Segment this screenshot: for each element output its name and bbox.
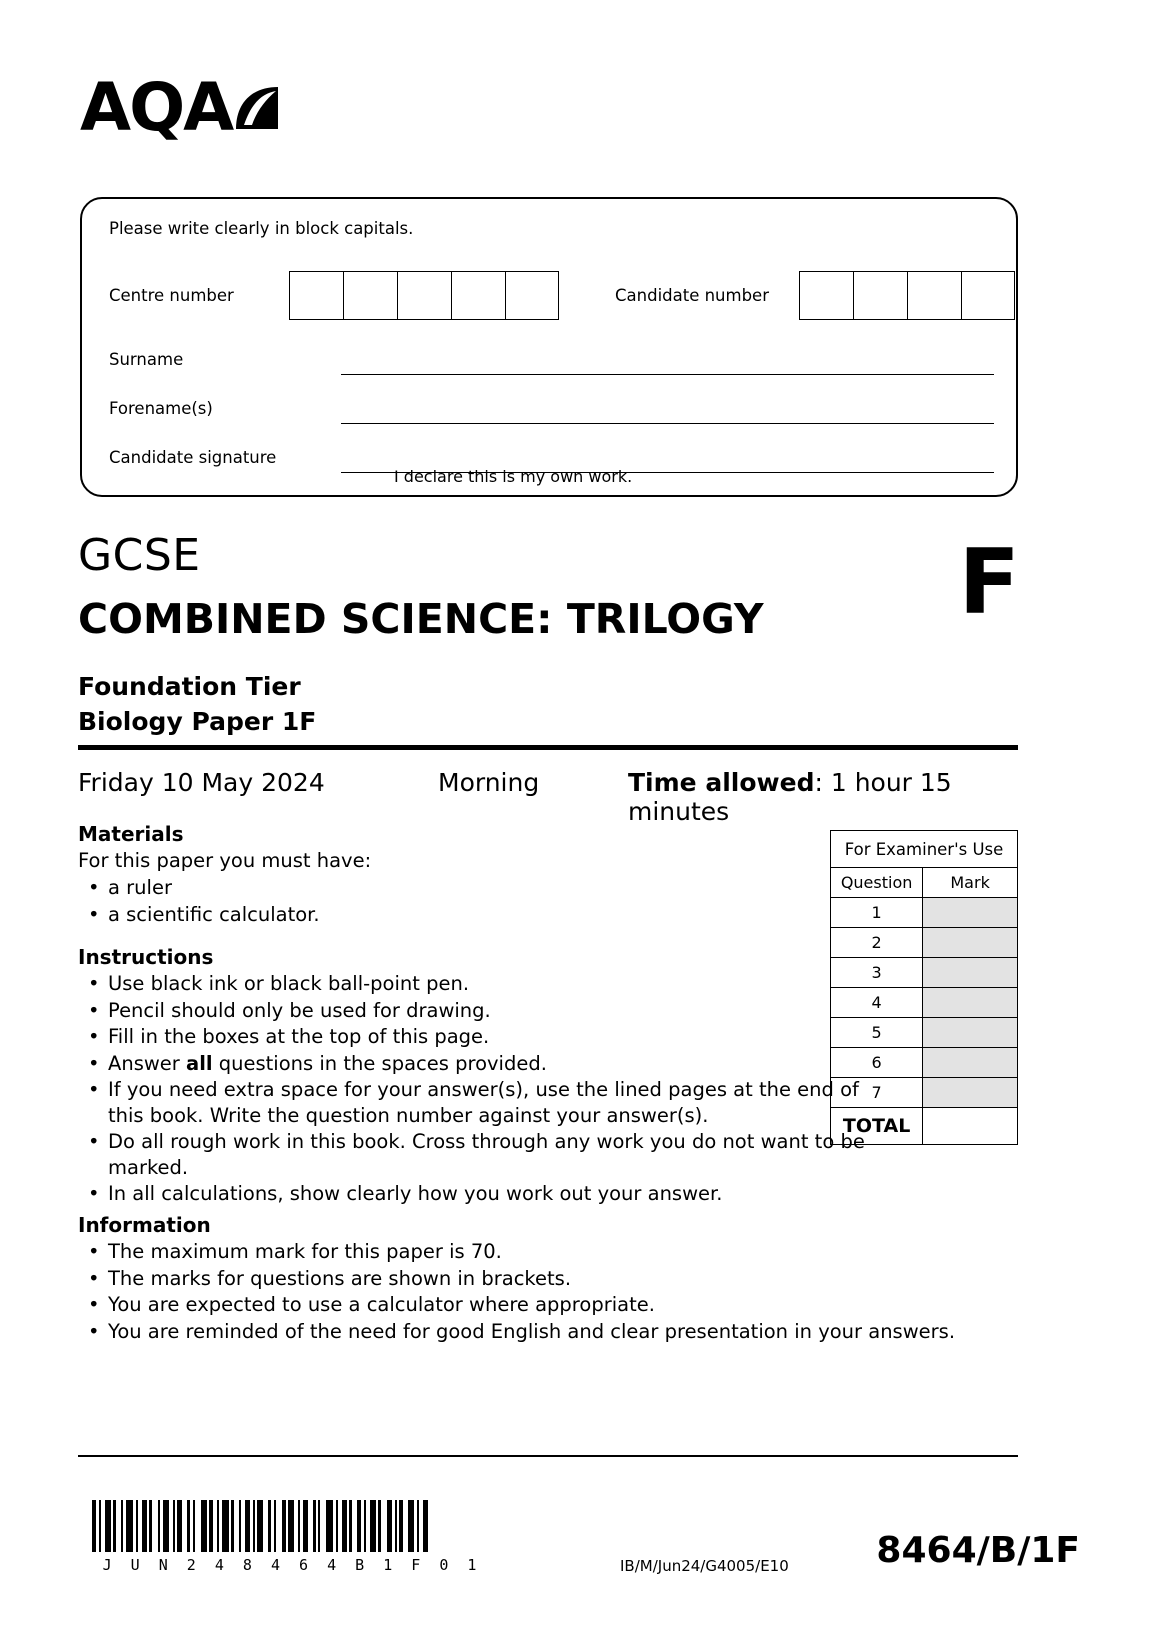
centre-number-cell[interactable] xyxy=(451,271,505,320)
total-mark-field[interactable] xyxy=(923,1108,1018,1145)
forenames-label: Forename(s) xyxy=(109,399,213,418)
footer-divider xyxy=(78,1455,1018,1457)
list-item: • You are reminded of the need for good English and clear presentation in your answers. xyxy=(108,1319,978,1345)
centre-number-cell[interactable] xyxy=(397,271,451,320)
exam-datetime-row xyxy=(78,768,1023,826)
forenames-input[interactable] xyxy=(341,423,994,424)
table-row xyxy=(831,1048,1018,1078)
mark-field[interactable] xyxy=(923,1078,1018,1108)
list-item: • a ruler xyxy=(108,875,778,901)
candidate-number-input[interactable] xyxy=(799,271,1015,320)
surname-row xyxy=(109,342,994,388)
time-allowed-value: : 1 hour 15 minutes xyxy=(628,768,952,826)
time-allowed-label: Time allowed xyxy=(628,768,815,797)
barcode xyxy=(92,1500,492,1562)
barcode-bars xyxy=(92,1500,492,1552)
exam-date: Friday 10 May 2024 xyxy=(78,768,325,797)
tier-letter: F xyxy=(958,530,1020,635)
list-item: • You are expected to use a calculator where appropriate. xyxy=(108,1292,978,1318)
mark-field[interactable] xyxy=(923,898,1018,928)
aqa-logo-text: AQA xyxy=(80,69,233,146)
barcode-text: J U N 2 4 8 4 6 4 B 1 F 0 1 xyxy=(102,1556,482,1574)
instructions-list xyxy=(78,971,868,1207)
materials-section xyxy=(78,822,778,928)
question-number: 2 xyxy=(831,928,923,958)
list-item: • Pencil should only be used for drawing. xyxy=(108,998,868,1024)
table-row xyxy=(831,1078,1018,1108)
table-row xyxy=(831,958,1018,988)
list-item: • Answer all questions in the spaces provided. xyxy=(108,1051,868,1077)
surname-input[interactable] xyxy=(341,374,994,375)
list-item: • Use black ink or black ball-point pen. xyxy=(108,971,868,997)
examiner-table-title: For Examiner's Use xyxy=(831,831,1018,868)
list-item: • Do all rough work in this book. Cross through any work you do not want to be marked. xyxy=(108,1129,868,1180)
total-label: TOTAL xyxy=(831,1108,923,1145)
ib-code: IB/M/Jun24/G4005/E10 xyxy=(620,1557,789,1575)
information-list xyxy=(78,1239,978,1344)
materials-intro: For this paper you must have: xyxy=(78,849,372,872)
information-section xyxy=(78,1213,978,1345)
declaration-text: I declare this is my own work. xyxy=(394,467,633,486)
table-row-total xyxy=(831,1108,1018,1145)
subject-title: COMBINED SCIENCE: TRILOGY xyxy=(78,595,764,643)
mark-field[interactable] xyxy=(923,1018,1018,1048)
centre-number-label: Centre number xyxy=(109,286,234,305)
centre-number-cell[interactable] xyxy=(505,271,559,320)
candidate-number-label: Candidate number xyxy=(615,286,769,305)
materials-heading: Materials xyxy=(78,822,184,846)
block-capitals-note: Please write clearly in block capitals. xyxy=(109,219,414,238)
list-item: • If you need extra space for your answer(s), use the lined pages at the end of this book. Write the question number against your answer(s). xyxy=(108,1077,868,1128)
paper-label: Biology Paper 1F xyxy=(78,707,317,736)
list-item: • The marks for questions are shown in brackets. xyxy=(108,1266,978,1292)
question-number: 3 xyxy=(831,958,923,988)
table-row xyxy=(831,928,1018,958)
list-item: • a scientific calculator. xyxy=(108,902,778,928)
candidate-number-cell[interactable] xyxy=(961,271,1015,320)
mark-field[interactable] xyxy=(923,988,1018,1018)
mark-field[interactable] xyxy=(923,1048,1018,1078)
surname-label: Surname xyxy=(109,350,184,369)
forenames-row xyxy=(109,391,994,437)
question-number: 4 xyxy=(831,988,923,1018)
tier-label: Foundation Tier xyxy=(78,672,301,701)
paper-code: 8464/B/1F xyxy=(876,1530,1080,1571)
header-divider xyxy=(78,745,1018,750)
column-header-question: Question xyxy=(831,868,923,898)
question-number: 6 xyxy=(831,1048,923,1078)
list-item: • The maximum mark for this paper is 70. xyxy=(108,1239,978,1265)
column-header-mark: Mark xyxy=(923,868,1018,898)
time-allowed xyxy=(628,768,1023,826)
table-row xyxy=(831,898,1018,928)
candidate-details-box xyxy=(80,197,1018,497)
question-number: 5 xyxy=(831,1018,923,1048)
exam-session: Morning xyxy=(438,768,540,797)
materials-list xyxy=(78,875,778,927)
question-number: 1 xyxy=(831,898,923,928)
list-item: • Fill in the boxes at the top of this page. xyxy=(108,1024,868,1050)
centre-candidate-row xyxy=(109,271,989,321)
instructions-section xyxy=(78,945,868,1208)
centre-number-cell[interactable] xyxy=(289,271,343,320)
examiner-use-table xyxy=(830,830,1018,1145)
information-heading: Information xyxy=(78,1213,211,1237)
candidate-number-cell[interactable] xyxy=(853,271,907,320)
list-item: • In all calculations, show clearly how you work out your answer. xyxy=(108,1181,868,1207)
centre-number-cell[interactable] xyxy=(343,271,397,320)
aqa-leaf-icon xyxy=(234,85,280,131)
qualification-title: GCSE xyxy=(78,530,201,581)
candidate-signature-label: Candidate signature xyxy=(109,448,277,467)
table-row xyxy=(831,988,1018,1018)
mark-field[interactable] xyxy=(923,928,1018,958)
candidate-number-cell[interactable] xyxy=(799,271,853,320)
question-number: 7 xyxy=(831,1078,923,1108)
candidate-number-cell[interactable] xyxy=(907,271,961,320)
centre-number-input[interactable] xyxy=(289,271,559,320)
instructions-heading: Instructions xyxy=(78,945,214,969)
aqa-logo xyxy=(80,69,280,146)
mark-field[interactable] xyxy=(923,958,1018,988)
table-row xyxy=(831,1018,1018,1048)
